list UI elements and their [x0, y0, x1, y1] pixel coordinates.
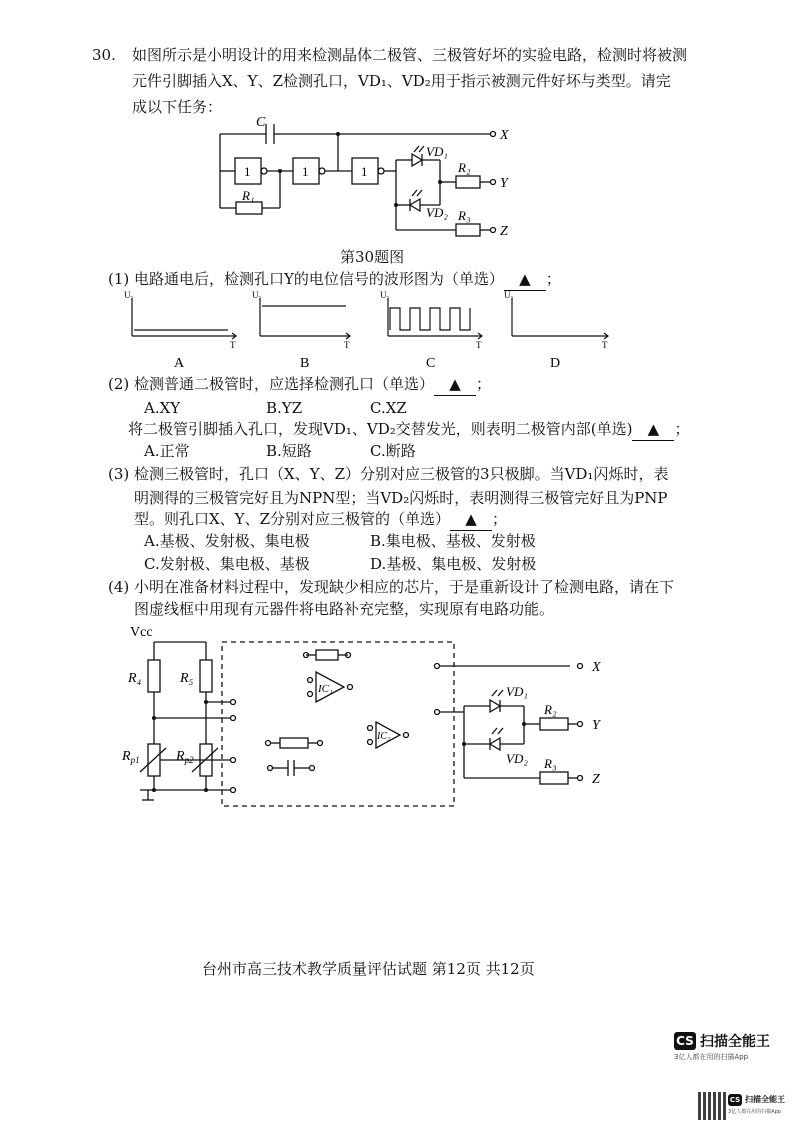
- part-2b-text: 将二极管引脚插入孔口，发现VD₁、VD₂交替发光，则表明二极管内部(单选) ▲ ；: [128, 418, 689, 441]
- fig2-vd1-label: VD₁: [506, 684, 528, 699]
- qr-code: [698, 1092, 726, 1120]
- part-3-line-1: (3) 检测三极管时，孔口（X、Y、Z）分别对应三极管的3只极脚。当VD₁闪烁时，表: [108, 465, 669, 483]
- intro-line-1: 如图所示是小明设计的用来检测晶体二极管、三极管好坏的实验电路，检测时将被测: [132, 46, 688, 64]
- r3-label: R₃: [458, 208, 471, 223]
- r1-label: R₁: [242, 188, 255, 203]
- part-4-line-2: 图虚线框中用现有元器件将电路补充完整，实现原有电路功能。: [134, 600, 555, 618]
- camscanner-title-small: 扫描全能王: [745, 1095, 785, 1104]
- answer-blank-3[interactable]: ▲: [450, 508, 492, 531]
- z-label: Z: [500, 224, 508, 239]
- p2b-option-b[interactable]: B.短路: [266, 442, 312, 460]
- part-2-text: (2) 检测普通二极管时，应选择检测孔口（单选） ▲ ；: [108, 373, 491, 396]
- gate-1-label: 1: [244, 164, 251, 179]
- p3-option-a[interactable]: A.基极、发射极、集电极: [144, 532, 310, 550]
- ic1-label: IC₁: [318, 683, 333, 695]
- fig2-y-label: Y: [592, 718, 600, 733]
- p2-option-a[interactable]: A.XY: [144, 399, 181, 417]
- wave-option-b[interactable]: B: [300, 356, 310, 370]
- circuit-figure-30: [200, 110, 540, 245]
- wave-b-ylabel: U₁: [252, 290, 262, 300]
- vcc-label: Vcc: [130, 625, 153, 640]
- intro-line-3: 成以下任务：: [132, 98, 223, 116]
- fig2-r3-label: R₃: [544, 756, 557, 771]
- fig2-r2-label: R₂: [544, 702, 557, 717]
- camscanner-title: 扫描全能王: [700, 1034, 770, 1050]
- wave-c-xlabel: T: [476, 340, 482, 350]
- camscanner-subtitle-small: 3亿人都在用的扫描App: [728, 1109, 781, 1115]
- gate-3-label: 1: [361, 164, 368, 179]
- p2-option-c[interactable]: C.XZ: [370, 399, 407, 417]
- question-number: 30.: [92, 46, 116, 64]
- p3-option-d[interactable]: D.基极、集电极、发射极: [370, 555, 537, 573]
- circuit-figure-4: [120, 620, 620, 810]
- wave-b-xlabel: T: [344, 340, 350, 350]
- page-footer: 台州市高三技术教学质量评估试题 第12页 共12页: [202, 960, 535, 978]
- r4-label: R₄: [128, 671, 142, 686]
- ic2-label: IC₂: [377, 731, 391, 742]
- camscanner-logo: CS: [674, 1032, 696, 1050]
- p2b-option-a[interactable]: A.正常: [144, 442, 190, 460]
- x-label: X: [500, 128, 509, 143]
- p3-option-b[interactable]: B.集电极、基极、发射极: [370, 532, 536, 550]
- part-3-line-2: 明测得的三极管完好且为NPN型；当VD₂闪烁时，表明测得三极管完好且为PNP: [134, 489, 668, 507]
- wave-d-xlabel: T: [602, 340, 608, 350]
- fig2-z-label: Z: [592, 772, 600, 787]
- wave-a-ylabel: U₁: [124, 290, 134, 300]
- r2-label: R₂: [458, 160, 471, 175]
- fig2-x-label: X: [592, 660, 601, 675]
- wave-d-ylabel: U₁: [504, 290, 514, 300]
- gate-2-label: 1: [302, 164, 309, 179]
- wave-c-ylabel: U₁: [380, 290, 390, 300]
- part-3-line-3: 型。则孔口X、Y、Z分别对应三极管的（单选） ▲ ；: [134, 508, 507, 531]
- cap-c-label: C: [256, 115, 266, 130]
- answer-blank-2[interactable]: ▲: [434, 373, 476, 396]
- part-1-text: (1) 电路通电后，检测孔口Y的电位信号的波形图为（单选） ▲ ；: [108, 268, 561, 291]
- wave-option-d[interactable]: D: [550, 356, 561, 370]
- wave-option-a[interactable]: A: [174, 356, 185, 370]
- figure-caption: 第30题图: [340, 248, 405, 266]
- part-4-line-1: (4) 小明在准备材料过程中，发现缺少相应的芯片，于是重新设计了检测电路，请在下: [108, 578, 675, 596]
- wave-a-xlabel: T: [230, 340, 236, 350]
- vd2-label: VD₂: [426, 205, 448, 220]
- vd1-label: VD₁: [426, 144, 448, 159]
- p2b-option-c[interactable]: C.断路: [370, 442, 416, 460]
- answer-blank-2b[interactable]: ▲: [632, 418, 674, 441]
- wave-option-c[interactable]: C: [426, 356, 436, 370]
- r5-label: R₅: [180, 671, 194, 686]
- rp2-label: $R_{p2}$: [176, 749, 194, 765]
- y-label: Y: [500, 176, 508, 191]
- fig2-vd2-label: VD₂: [506, 751, 528, 766]
- waveform-options: [120, 286, 620, 370]
- rp1-label: $R_{p1}$: [122, 749, 140, 765]
- p3-option-c[interactable]: C.发射极、集电极、基极: [144, 555, 310, 573]
- camscanner-logo-small: CS: [729, 1096, 741, 1104]
- p2-option-b[interactable]: B.YZ: [266, 399, 303, 417]
- camscanner-subtitle: 3亿人都在用的扫描App: [674, 1053, 749, 1061]
- answer-blank-1[interactable]: ▲: [504, 268, 546, 291]
- intro-line-2: 元件引脚插入X、Y、Z检测孔口，VD₁、VD₂用于指示被测元件好坏与类型。请完: [132, 72, 671, 90]
